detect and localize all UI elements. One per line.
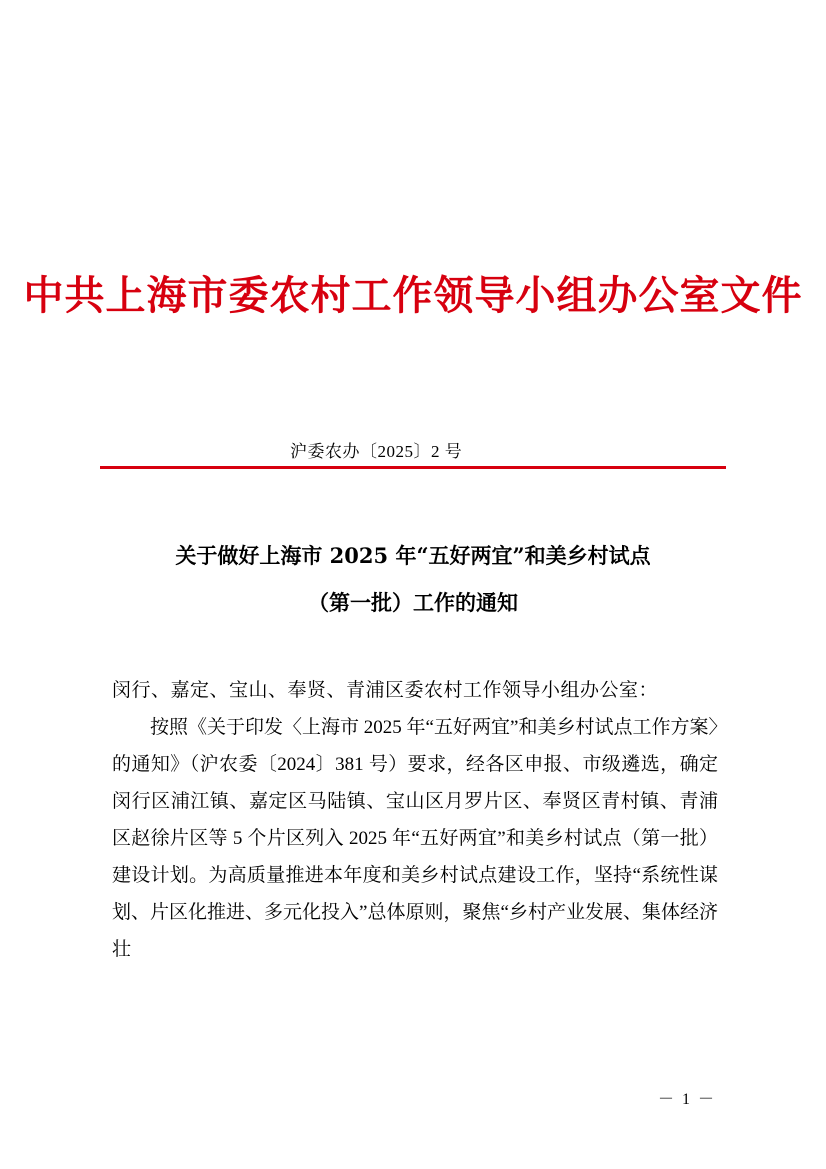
body-paragraph-1: 按照《关于印发〈上海市 2025 年“五好两宜”和美乡村试点工作方案〉的通知》（沪农委〔2024〕381 号）要求，经各区申报、市级遴选，确定闵行区浦江镇、嘉定区马陆镇、宝山区月罗片区、奉贤区青村镇、青浦区赵徐片区等 5 个片区列入 2025 年“五好两宜”和美乡村试点（第一批）建设计划。为高质量推进本年度和美乡村试点建设工作，坚持“系统性谋划、片区化推进、多元化投入”总体原则，聚焦“乡村产业发展、集体经济壮 — [112, 717, 718, 960]
page-title-line-1: 关于做好上海市 2025 年“五好两宜”和美乡村试点 — [175, 543, 651, 568]
page-number: － 1 － — [657, 1091, 716, 1108]
red-separator-rule — [100, 466, 726, 469]
masthead-title: 中共上海市委农村工作领导小组办公室文件 — [23, 272, 803, 319]
page-title — [110, 532, 716, 626]
masthead — [0, 272, 826, 320]
recipients-line: 闵行、嘉定、宝山、奉贤、青浦区委农村工作领导小组办公室： — [112, 680, 659, 701]
document-body — [112, 672, 718, 968]
page-title-line-2: （第一批）工作的通知 — [308, 590, 518, 615]
document-number: 沪委农办〔2025〕2 号 — [290, 442, 463, 461]
